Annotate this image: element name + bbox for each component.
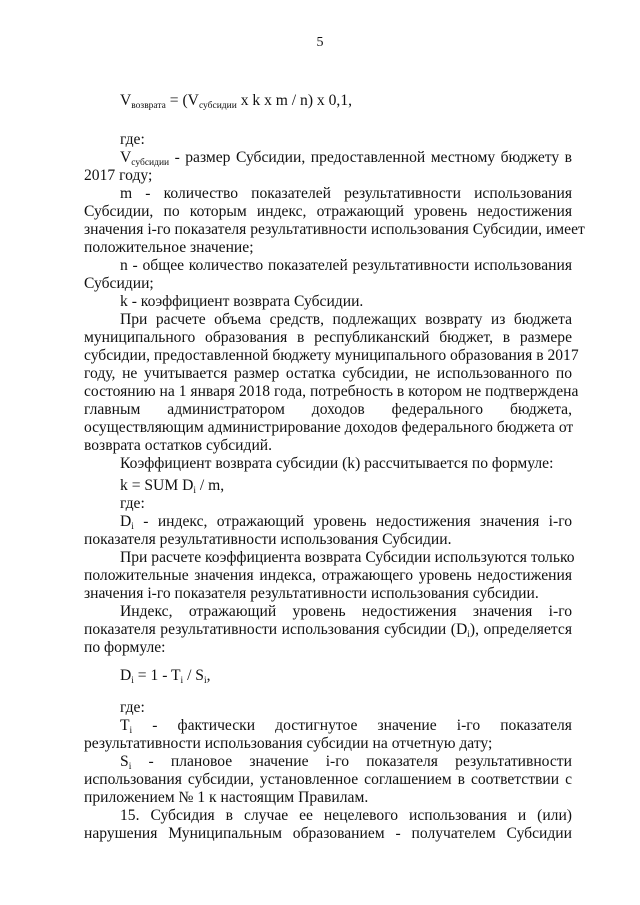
paragraph-line: состоянию на 1 января 2018 года, потребность в котором не подтверждена [84, 383, 579, 400]
paragraph-line: главным администратором доходов федерального бюджета, [84, 401, 572, 418]
definition-m-line2: Субсидии, по которым индекс, отражающий уровень недостижения [84, 203, 572, 220]
definition-n-line2: Субсидии; [84, 275, 154, 292]
paragraph-line: субсидии, предоставленной бюджету муниципального образования в 2017 [84, 347, 579, 364]
definition-m-line1: m - количество показателей результативности использования [120, 185, 572, 202]
definition-di-line2: показателя результативности использования Субсидии. [84, 531, 452, 548]
definition-ti-line2: результативности использования субсидии на отчетную дату; [84, 735, 493, 752]
definition-di-line1: $D_i$ - индекс, отражающий уровень недостижения значения i-го [120, 513, 572, 532]
definition-m-line4: положительное значение; [84, 239, 254, 256]
definition-ti-line1: $T_i$ - фактически достигнутое значение i-го показателя [120, 717, 572, 736]
where-label: где: [120, 699, 145, 716]
paragraph-line: возврата остатков субсидий. [84, 437, 273, 454]
formula-index: $D_i = 1 - T_i / S_i$, [120, 667, 211, 686]
paragraph-line: При расчете объема средств, подлежащих возврату из бюджета [120, 311, 572, 328]
definition-k: k - коэффициент возврата Субсидии. [120, 293, 364, 310]
definition-m-line3: значения i-го показателя результативности использования Субсидии, имеет [84, 221, 585, 238]
paragraph-15-line2: нарушения Муниципальным образованием - получателем Субсидии [84, 825, 572, 842]
paragraph-15-line1: 15. Субсидия в случае ее нецелевого использования и (или) [120, 807, 572, 824]
paragraph-line: значения i-го показателя результативности использования субсидии. [84, 585, 539, 602]
definition-v-line1: $V_{субсидии}$ - размер Субсидии, предоставленной местному бюджету в [120, 149, 573, 168]
coefficient-intro: Коэффициент возврата субсидии (k) рассчитывается по формуле: [120, 455, 554, 472]
where-label: где: [120, 131, 145, 148]
definition-si-line2: использования субсидии, установленное соглашением в соответствии с [84, 771, 572, 788]
formula-return-volume: $V_{возврата} = (V_{субсидии}$ x k x m / n) x 0,1, [120, 92, 353, 111]
paragraph-line: положительные значения индекса, отражающего уровень недостижения [84, 567, 572, 584]
paragraph-line: муниципального образования в республиканский бюджет, в размере [84, 329, 572, 346]
definition-si-line1: $S_i$ - плановое значение i-го показателя результативности [120, 753, 572, 772]
page-number: 5 [316, 35, 324, 50]
paragraph-line: году, не учитывается размер остатка субсидии, не использованного по [84, 365, 572, 382]
paragraph-line: осуществляющим администрирование доходов федерального бюджета от [84, 419, 574, 436]
formula-coefficient: k = SUM $D_i$ / m, [120, 477, 225, 496]
where-label: где: [120, 495, 145, 512]
definition-n-line1: n - общее количество показателей результативности использования [120, 257, 572, 274]
paragraph-line: При расчете коэффициента возврата Субсидии используются только [120, 549, 575, 566]
definition-v-line2: 2017 году; [84, 167, 153, 184]
paragraph-line: по формуле: [84, 639, 166, 656]
paragraph-line: Индекс, отражающий уровень недостижения значения i-го [120, 603, 572, 620]
definition-si-line3: приложением № 1 к настоящим Правилам. [84, 789, 369, 806]
paragraph-line: показателя результативности использования субсидии $(D_i)$, определяется [84, 621, 572, 640]
